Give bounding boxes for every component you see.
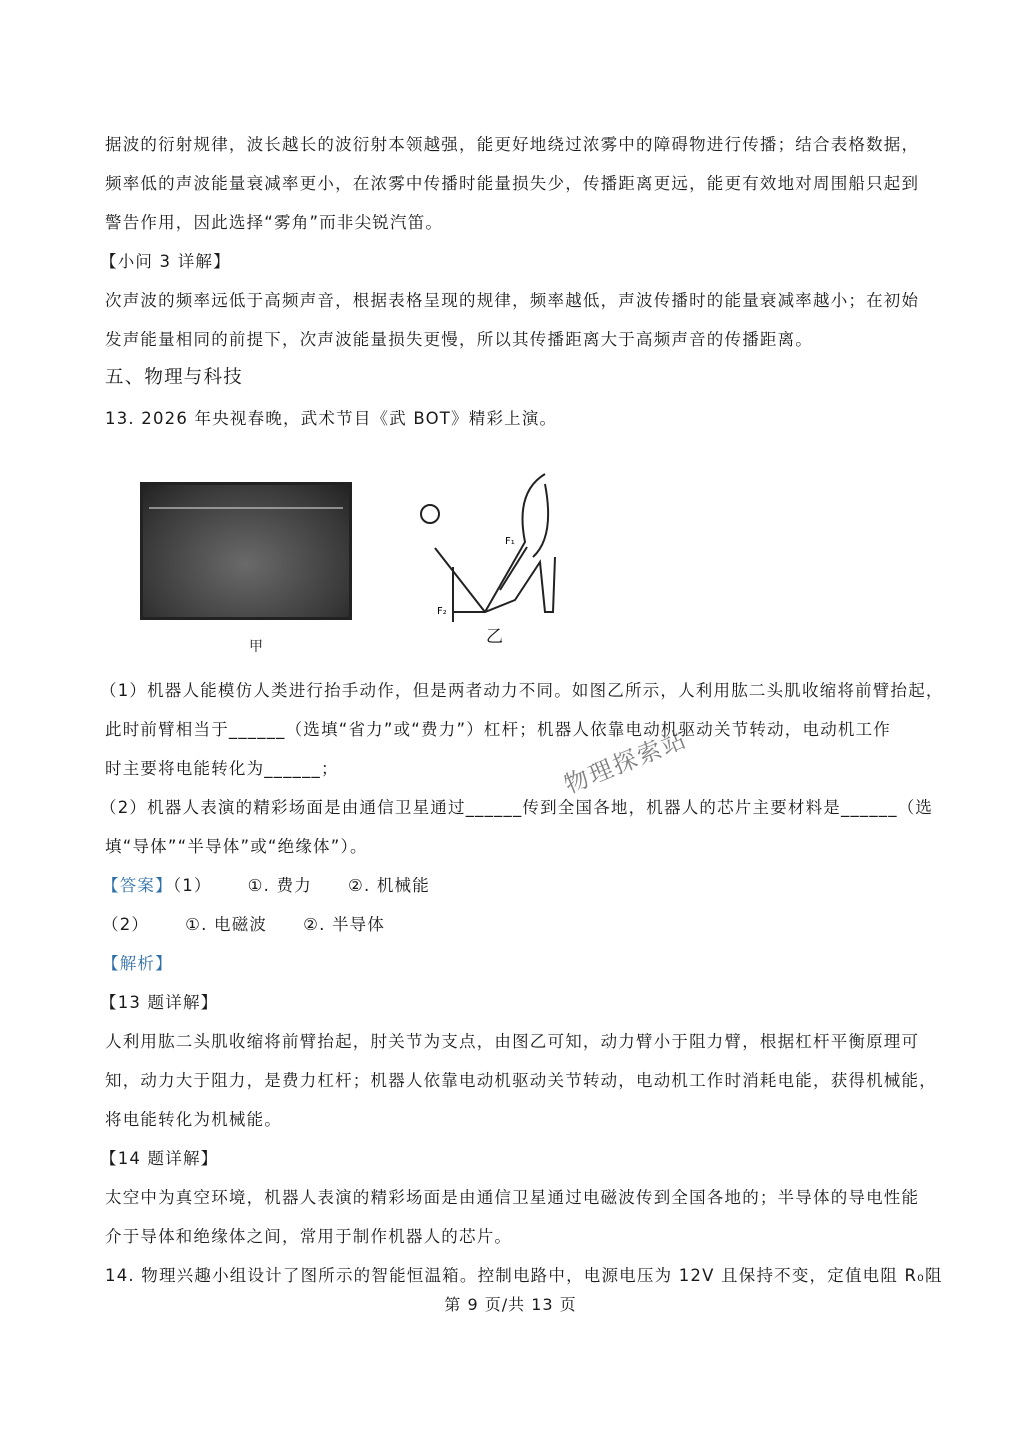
answer-part: （1）: [172, 876, 212, 895]
question-13-part: 时主要将电能转化为______；: [105, 759, 339, 778]
question-13-part: 此时前臂相当于______（选填“省力”或“费力”）杠杆；机器人依靠电动机驱动关节转动，电动机工作: [105, 720, 891, 739]
watermark: 物理探索站: [560, 724, 692, 800]
figure-jia-caption: 甲: [249, 639, 263, 655]
page-footer: 第 9 页/共 13 页: [444, 1295, 577, 1314]
question-13-part: （1）机器人能模仿人类进行抬手动作，但是两者动力不同。如图乙所示，人利用肱二头肌收缩将前臂抬起，: [100, 681, 944, 700]
label-f1: F₁: [505, 536, 515, 547]
text-line: 太空中为真空环境，机器人表演的精彩场面是由通信卫星通过电磁波传到全国各地的；半导体的导电性能: [105, 1188, 920, 1207]
text-line: 发声能量相同的前提下，次声波能量损失更慢，所以其传播距离大于高频声音的传播距离。: [105, 330, 813, 349]
text-line: 警告作用，因此选择“雾角”而非尖锐汽笛。: [105, 213, 444, 232]
ball-icon: [421, 505, 439, 523]
section-title: 五、物理与科技: [105, 367, 243, 388]
answer-part: （2）: [102, 915, 150, 934]
sub3-title: 【小问 3 详解】: [100, 252, 231, 271]
text-line: 知，动力大于阻力，是费力杠杆；机器人依靠电动机驱动关节转动，电动机工作时消耗电能，获得机械能，: [105, 1071, 937, 1090]
question-13-part: 填“导体”“半导体”或“绝缘体”）。: [105, 837, 368, 856]
answer-row-1: [102, 875, 430, 897]
figure-jia-photo: [140, 482, 352, 620]
d13-title: 【13 题详解】: [100, 993, 219, 1012]
answer-label: 【答案】: [102, 876, 173, 895]
answer-item: ②. 机械能: [347, 876, 430, 895]
answer-item: ②. 半导体: [303, 915, 386, 934]
photo-decoration: [149, 489, 343, 509]
question-13-part: （2）机器人表演的精彩场面是由通信卫星通过______传到全国各地，机器人的芯片主要材料是______（选: [100, 798, 934, 817]
answer-item: ①. 电磁波: [185, 915, 268, 934]
d14-title: 【14 题详解】: [100, 1149, 219, 1168]
label-f2: F₂: [437, 606, 447, 617]
text-line: 人利用肱二头肌收缩将前臂抬起，肘关节为支点，由图乙可知，动力臂小于阻力臂，根据杠杆平衡原理可: [105, 1032, 920, 1051]
figure-yi-caption: 乙: [486, 627, 503, 647]
analysis-label: 【解析】: [102, 954, 173, 973]
text-line: 频率低的声波能量衰减率更小，在浓雾中传播时能量损失少，传播距离更远，能更有效地对周围船只起到: [105, 174, 920, 193]
text-line: 将电能转化为机械能。: [105, 1110, 282, 1129]
question-14-stem: 14. 物理兴趣小组设计了图所示的智能恒温箱。控制电路中，电源电压为 12V 且保持不变，定值电阻 R₀阻: [105, 1266, 943, 1285]
figure-yi-arm-sketch: [405, 462, 585, 642]
question-13-stem: 13. 2026 年央视春晚，武术节目《武 BOT》精彩上演。: [105, 409, 558, 428]
text-line: 据波的衍射规律，波长越长的波衍射本领越强，能更好地绕过浓雾中的障碍物进行传播；结合表格数据，: [105, 135, 920, 154]
text-line: 介于导体和绝缘体之间，常用于制作机器人的芯片。: [105, 1227, 513, 1246]
text-line: 次声波的频率远低于高频声音，根据表格呈现的规律，频率越低，声波传播时的能量衰减率越小；在初始: [105, 291, 920, 310]
answer-row-2: [102, 914, 385, 936]
answer-item: ①. 费力: [247, 876, 312, 895]
